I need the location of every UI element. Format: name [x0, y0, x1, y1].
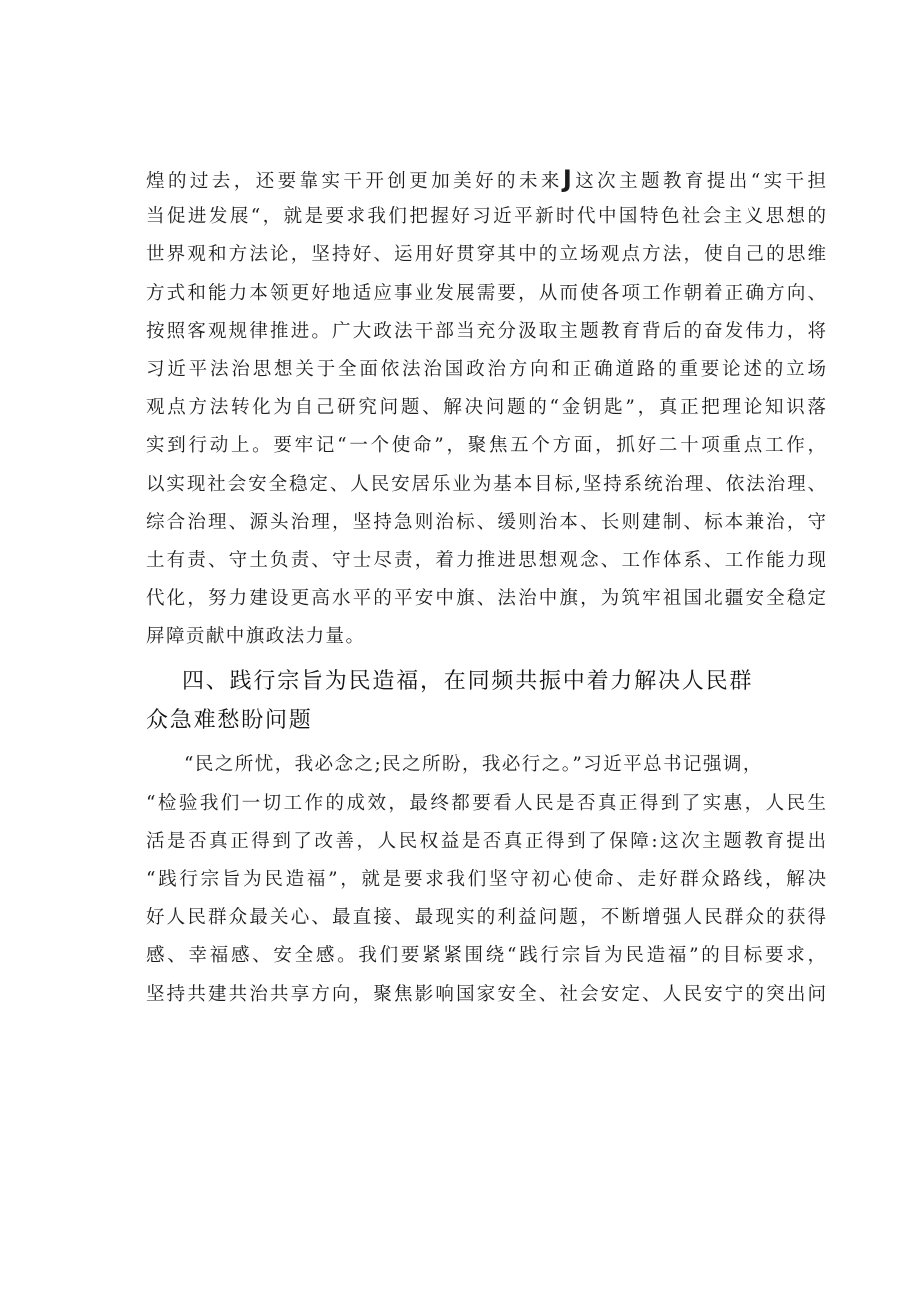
text-line: 综合治理、源头治理，坚持急则治标、缓则治本、长则建制、标本兼治，守: [146, 511, 826, 533]
text-line: 土有责、守土负责、守士尽责，着力推进思想观念、工作体系、工作能力现: [146, 549, 826, 571]
text-line: 坚持共建共治共享方向，聚焦影响国家安全、社会安定、人民安宁的突出问: [146, 983, 826, 1005]
text-line: “检验我们一切工作的成效，最终都要看人民是否真正得到了实惠，人民生: [146, 792, 826, 814]
document-body: [146, 160, 826, 1014]
text-line: 活是否真正得到了改善，人民权益是否真正得到了保障:这次主题教育提出: [146, 830, 826, 852]
text-line: 代化，努力建设更高水平的平安中旗、法治中旗，为筑牢祖国北疆安全稳定: [146, 588, 826, 610]
stray-mark: J: [562, 165, 572, 193]
text-line: “民之所忧，我必念之;民之所盼，我必行之。”习近平总书记强调，: [184, 754, 763, 776]
text-line: 按照客观规律推进。广大政法干部当充分汲取主题教育背后的奋发伟力，将: [146, 320, 826, 342]
text-line: 以实现社会安全稳定、人民安居乐业为基本目标,坚持系统治理、依法治理、: [146, 473, 826, 495]
text-line: 煌的过去，还要靠实干开创更加美好的未来J这次主题教育提出“实干担: [146, 165, 826, 193]
heading-line: 众急难愁盼问题: [146, 707, 313, 733]
text-line: 实到行动上。要牢记“一个使命”，聚焦五个方面，抓好二十项重点工作，: [146, 435, 826, 457]
text-line: 好人民群众最关心、最直接、最现实的利益问题，不断增强人民群众的获得: [146, 907, 826, 929]
text-line: 当促进发展“，就是要求我们把握好习近平新时代中国特色社会主义思想的: [146, 206, 826, 228]
section-heading-4: [146, 663, 826, 740]
text-line: 屏障贡献中旗政法力量。: [146, 626, 366, 648]
text-line: 习近平法治思想关于全面依法治国政治方向和正确道路的重要论述的立场: [146, 358, 826, 380]
text-line: 观点方法转化为自己研究问题、解决问题的“金钥匙”，真正把理论知识落: [146, 397, 826, 419]
paragraph-serve-people: [146, 746, 826, 1013]
paragraph-practical-work: [146, 160, 826, 656]
text-line: 感、幸福感、安全感。我们要紧紧围绕“践行宗旨为民造福”的目标要求，: [146, 945, 826, 967]
text-line: 方式和能力本领更好地适应事业发展需要，从而使各项工作朝着正确方向、: [146, 282, 826, 304]
text-line: “践行宗旨为民造福”，就是要求我们坚守初心使命、走好群众路线，解决: [146, 869, 826, 890]
text-line: 世界观和方法论，坚持好、运用好贯穿其中的立场观点方法，使自己的思维: [146, 244, 826, 266]
heading-line: 四、践行宗旨为民造福，在同频共振中着力解决人民群: [182, 669, 754, 695]
